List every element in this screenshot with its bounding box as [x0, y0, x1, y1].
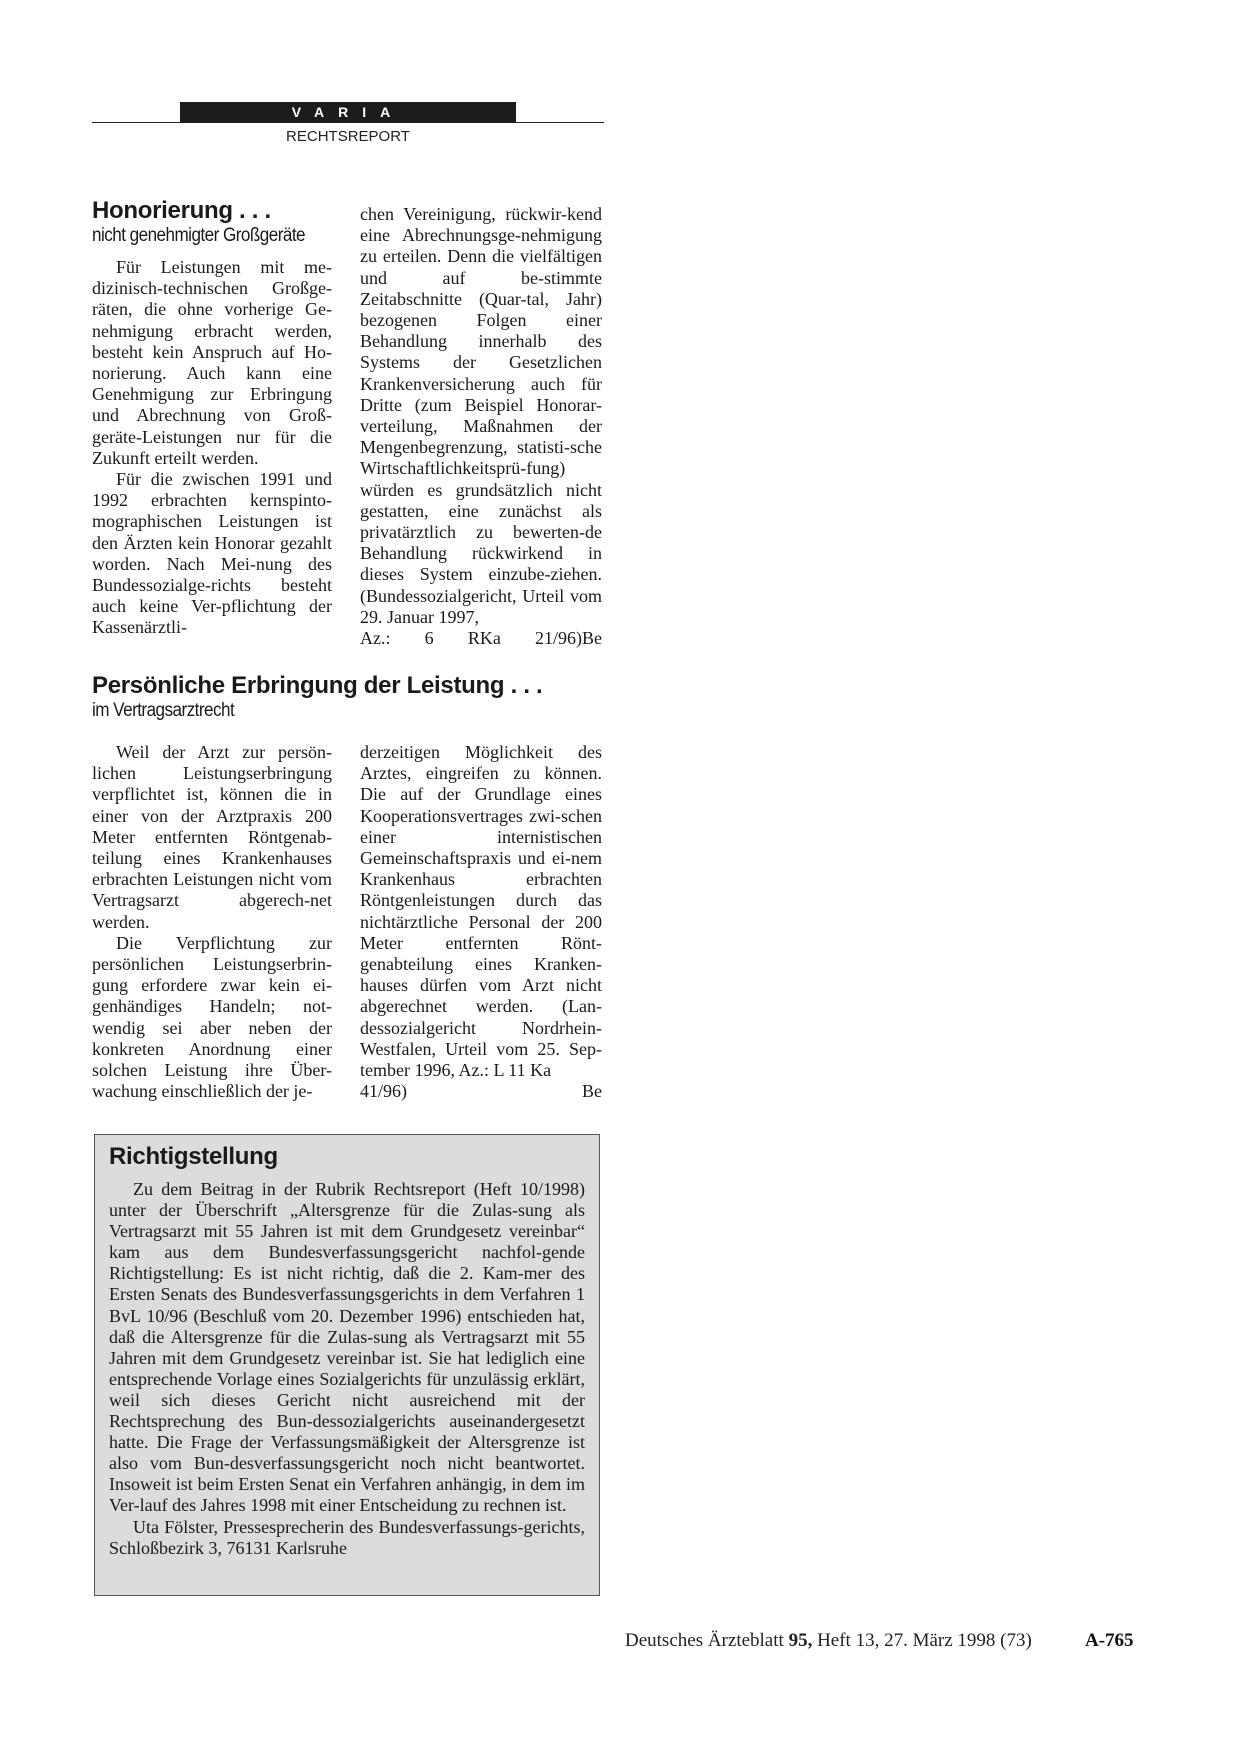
article1-citation-line	[360, 628, 602, 670]
article2-paragraph: derzeitigen Möglichkeit des Arztes, eingreifen zu können. Die auf der Grundlage eines Kooperationsvertrages zwi-schen einer internistischen Gemeinschaftspraxis und ei-nem Krankenhaus erbrachten Röntgenleistungen durch das nichtärztliche Personal der 200 Meter entfernten Rönt-genabteilung eines Kranken-hauses dürfen vom Arzt nicht abgerechnet werden. (Lan-dessozialgericht Nordrhein-Westfalen, Urteil vom 25. Sep-tember 1996, Az.: L 11 Ka	[360, 742, 602, 1081]
page-number: A-765	[1085, 1630, 1134, 1651]
article1-title: Honorierung . . .	[92, 197, 271, 224]
footer-issue: Heft 13, 27. März 1998 (73)	[817, 1630, 1032, 1651]
article2-subtitle: im Vertragsarztrecht	[92, 700, 235, 721]
article2-column-left	[92, 742, 332, 1102]
article2-column-right	[360, 742, 602, 1124]
article2-paragraph: Die Verpflichtung zur persönlichen Leistungserbrin-gung erfordere zwar kein ei-genhändiges Handeln; not-wendig sei aber neben der konkreten Anordnung einer solchen Leistung ihre Über-wachung einschließlich der je-	[92, 932, 332, 1102]
footer-volume: 95,	[788, 1630, 813, 1651]
correction-title: Richtigstellung	[109, 1143, 278, 1170]
article1-paragraph: chen Vereinigung, rückwir-kend eine Abrechnungsge-nehmigung zu erteilen. Denn die vielfältigen und auf be-stimmte Zeitabschnitte (Quar-tal, Jahr) bezogenen Folgen einer Behandlung innerhalb des Systems der Gesetzlichen Krankenversicherung auch für Dritte (zum Beispiel Honorar-verteilung, Maßnahmen der Mengenbegrenzung, statisti-sche Wirtschaftlichkeitsprü-fung) würden es grundsätzlich nicht gestatten, eine zunächst als privatärztlich zu bewerten-de Behandlung rückwirkend in dieses System einzube-ziehen. (Bundessozialgericht, Urteil vom 29. Januar 1997,	[360, 204, 602, 627]
article1-paragraph: Für die zwischen 1991 und 1992 erbrachten kernspinto-mographischen Leistungen ist den Ärzten kein Honorar gezahlt worden. Nach Mei-nung des Bundessozialge-richts besteht auch keine Ver-pflichtung der Kassenärztli-	[92, 469, 332, 638]
article2-citation-line	[360, 1081, 602, 1123]
correction-author: Uta Fölster, Pressesprecherin des Bundesverfassungs-gerichts, Schloßbezirk 3, 76131 Karlsruhe	[109, 1516, 585, 1558]
footer-journal: Deutsches Ärzteblatt	[625, 1630, 784, 1651]
footer-citation	[625, 1630, 1135, 1652]
header-rule	[92, 122, 604, 123]
article1-citation: Az.: 6 RKa 21/96)	[360, 628, 582, 649]
article1-paragraph: Für Leistungen mit me-dizinisch-technischen Großge-räten, die ohne vorherige Ge-nehmigung erbracht werden, besteht kein Anspruch auf Ho-norierung. Auch kann eine Genehmigung zur Erbringung und Abrechnung von Groß-geräte-Leistungen nur für die Zukunft erteilt werden.	[92, 257, 332, 468]
article2-signature: Be	[582, 1081, 602, 1102]
article1-signature: Be	[582, 628, 602, 649]
article1-subtitle: nicht genehmigter Großgeräte	[92, 225, 306, 246]
section-label: VARIA	[180, 102, 516, 122]
correction-paragraph: Zu dem Beitrag in der Rubrik Rechtsreport (Heft 10/1998) unter der Überschrift „Altersgrenze für die Zulas-sung als Vertragsarzt mit 55 Jahren ist mit dem Grundgesetz vereinbar“ kam aus dem Bundesverfassungsgericht nachfol-gende Richtigstellung: Es ist nicht richtig, daß die 2. Kam-mer des Ersten Senats des Bundesverfassungsgerichts in dem Verfahren 1 BvL 10/96 (Beschluß vom 20. Dezember 1996) entschieden hat, daß die Altersgrenze für die Zulas-sung als Vertragsarzt mit 55 Jahren mit dem Grundgesetz vereinbar ist. Sie hat lediglich eine entsprechende Vorlage eines Sozialgerichts für unzulässig erklärt, weil sich dieses Gericht nicht ausreichend mit der Rechtsprechung des Bun-dessozialgerichts auseinandergesetzt hatte. Die Frage der Verfassungsmäßigkeit der Altersgrenze ist also vom Bun-desverfassungsgericht noch nicht beantwortet. Insoweit ist beim Ersten Senat ein Verfahren anhängig, in dem im Ver-lauf des Jahres 1998 mit einer Entscheidung zu rechnen ist.	[109, 1179, 585, 1516]
section-sublabel: RECHTSREPORT	[286, 128, 410, 145]
article2-paragraph: Weil der Arzt zur persön-lichen Leistungserbringung verpflichtet ist, können die in einer von der Arztpraxis 200 Meter entfernten Röntgenab-teilung eines Krankenhauses erbrachten Leistungen nicht vom Vertragsarzt abgerech-net werden.	[92, 742, 332, 932]
article1-column-right	[360, 204, 602, 670]
article1-column-left	[92, 197, 332, 639]
article2-heading	[92, 672, 604, 732]
article2-citation: 41/96)	[360, 1081, 407, 1102]
article2-title: Persönliche Erbringung der Leistung . . .	[92, 672, 543, 699]
correction-box	[94, 1134, 600, 1596]
